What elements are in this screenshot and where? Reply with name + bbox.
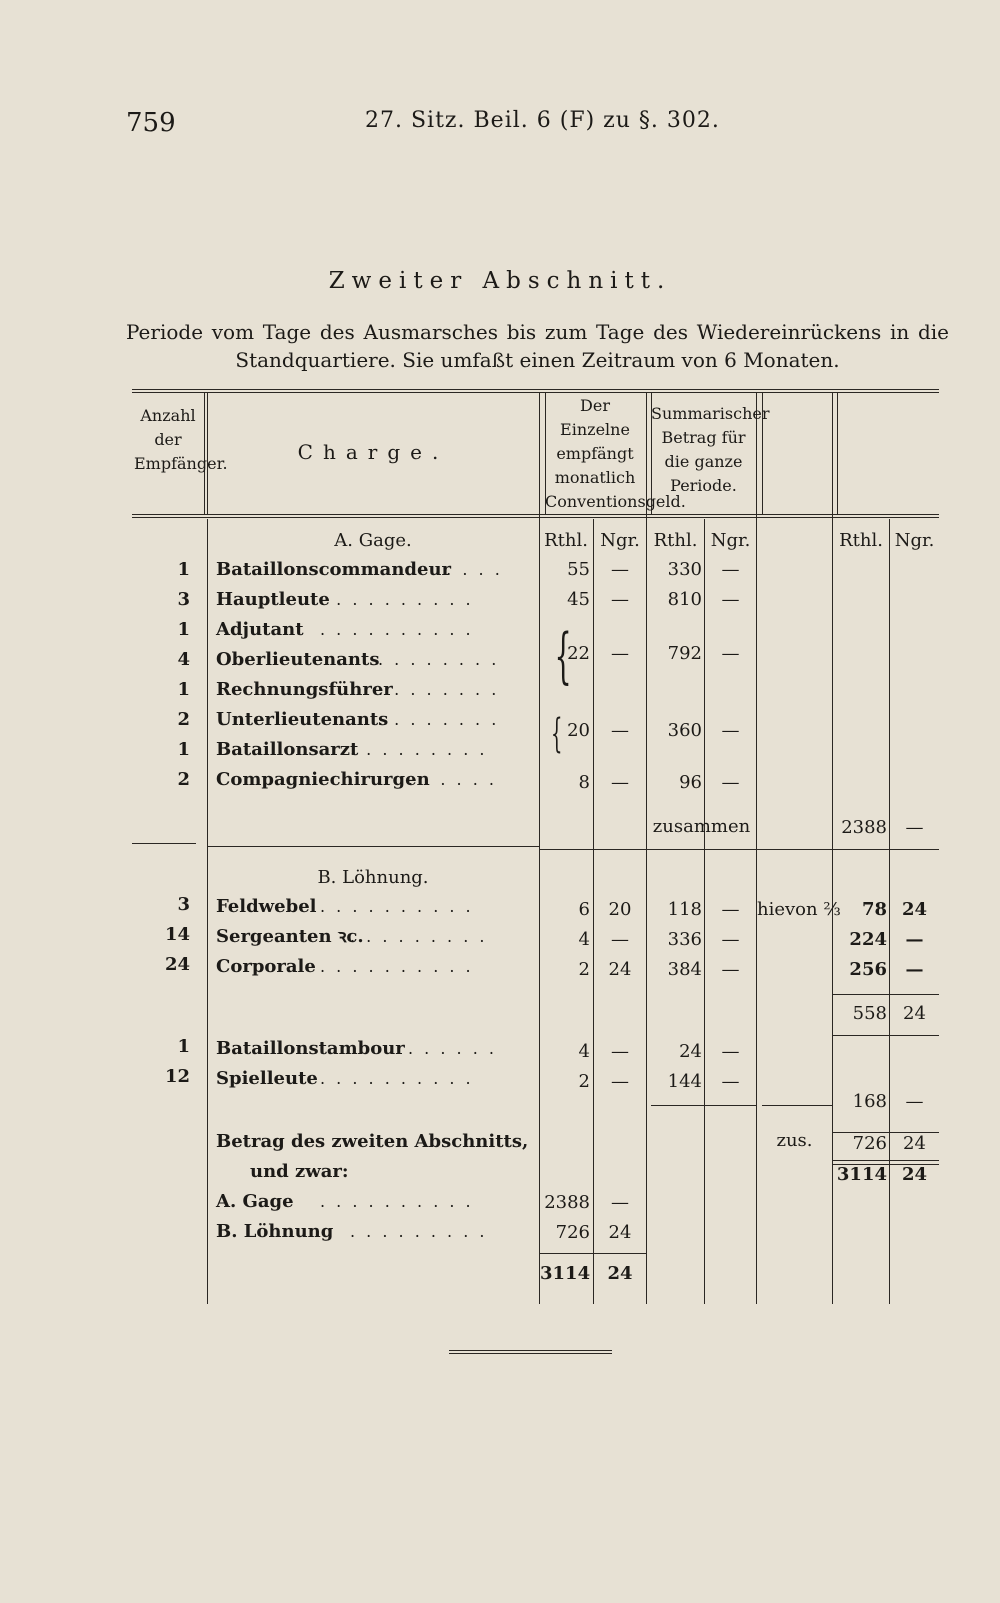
cell-value: 144 bbox=[667, 1071, 702, 1092]
loehnung-subtotal1-ngr: 24 bbox=[903, 1003, 926, 1024]
cell-value: — bbox=[721, 929, 740, 950]
loehnung-subtotal2-ngr: — bbox=[905, 1091, 924, 1112]
cell-value: — bbox=[611, 1041, 629, 1062]
summary-b-label: B. Löhnung bbox=[216, 1221, 334, 1242]
unit-ngr-summary: Ngr. bbox=[710, 530, 751, 551]
summary-b-rthl: 726 bbox=[555, 1222, 590, 1243]
loehnung-count: 1 bbox=[177, 1036, 190, 1057]
section-description bbox=[126, 318, 949, 374]
dot-leader: . . . . . . . . . . bbox=[320, 590, 474, 609]
grand-total-ngr: 24 bbox=[901, 1164, 928, 1185]
loehnung-charge: Bataillonstambour bbox=[216, 1038, 405, 1059]
closing-rule bbox=[449, 1350, 612, 1354]
gage-charge: Compagniechirurgen bbox=[216, 769, 430, 790]
gage-charge: Rechnungsführer bbox=[216, 679, 393, 700]
loehnung-charge: Feldwebel bbox=[216, 896, 317, 917]
dot-leader: . . . . . . . . . bbox=[350, 1222, 488, 1241]
loehnung-sum-label: zus. bbox=[776, 1130, 813, 1151]
gage-count: 3 bbox=[177, 589, 190, 610]
gage-charge: Oberlieutenants bbox=[216, 649, 380, 670]
cell-value: — bbox=[905, 929, 924, 950]
cell-value: — bbox=[721, 720, 740, 741]
header-monthly: Der Einzelne empfängt monatlich Conventionsgeld. bbox=[545, 396, 686, 511]
gage-total-rthl: 2388 bbox=[841, 817, 887, 838]
description-line-2: Standquartiere. Sie umfaßt einen Zeitraum von 6 Monaten. bbox=[235, 348, 840, 372]
cell-value: 810 bbox=[667, 589, 702, 610]
cell-value: — bbox=[721, 1041, 740, 1062]
dot-leader: . . . . . . . . . . bbox=[320, 620, 474, 639]
unit-ngr-monthly: Ngr. bbox=[600, 530, 640, 551]
dot-leader: . . . . . . . . . . bbox=[320, 1069, 474, 1088]
dot-leader: . . . . . . bbox=[408, 770, 497, 789]
gage-charge: Bataillonscommandeur bbox=[216, 559, 452, 580]
cell-value: 96 bbox=[679, 772, 702, 793]
cell-value: — bbox=[721, 1071, 740, 1092]
dot-leader: . . . . . . . . . . bbox=[320, 1192, 474, 1211]
section-title: Zweiter Abschnitt. bbox=[328, 268, 672, 294]
cell-value: 4 bbox=[578, 929, 590, 950]
cell-value: — bbox=[611, 643, 629, 664]
cell-value: 792 bbox=[667, 643, 702, 664]
description-line-1: Periode vom Tage des Ausmarsches bis zum Tage des Wiedereinrückens in die bbox=[126, 320, 949, 344]
header-summary: Summarischer Betrag für die ganze Periode. bbox=[651, 404, 770, 495]
loehnung-charge: Corporale bbox=[216, 956, 316, 977]
loehnung-count: 12 bbox=[164, 1066, 190, 1087]
cell-value: — bbox=[611, 772, 629, 793]
running-head: 27. Sitz. Beil. 6 (F) zu §. 302. bbox=[365, 108, 720, 133]
summary-line-2: und zwar: bbox=[250, 1161, 349, 1182]
cell-value: — bbox=[721, 959, 740, 980]
gage-total-ngr: — bbox=[905, 817, 924, 838]
dot-leader: . . . . . . . . . bbox=[350, 927, 488, 946]
cell-value: 20 bbox=[567, 720, 590, 741]
cell-value: — bbox=[611, 589, 629, 610]
loehnung-sum-ngr: 24 bbox=[903, 1133, 926, 1154]
loehnung-label: B. Löhnung. bbox=[317, 867, 429, 888]
loehnung-subtotal2-rthl: 168 bbox=[852, 1091, 887, 1112]
cell-value: — bbox=[611, 559, 629, 580]
gage-count: 2 bbox=[177, 709, 190, 730]
header-bottom-rule bbox=[132, 514, 939, 518]
loehnung-note: hievon ⅔ bbox=[757, 899, 841, 920]
cell-value: 8 bbox=[578, 772, 590, 793]
loehnung-count: 14 bbox=[164, 924, 190, 945]
cell-value: 24 bbox=[901, 899, 928, 920]
gage-charge: Hauptleute bbox=[216, 589, 330, 610]
cell-value: 2 bbox=[578, 959, 590, 980]
summary-total-ngr: 24 bbox=[607, 1263, 633, 1284]
cell-value: — bbox=[905, 959, 924, 980]
unit-rthl-monthly: Rthl. bbox=[544, 530, 588, 551]
dot-leader: . . . . . . . . . . bbox=[320, 897, 474, 916]
cell-value: 256 bbox=[849, 959, 887, 980]
cell-value: — bbox=[721, 559, 740, 580]
cell-value: 118 bbox=[667, 899, 702, 920]
cell-value: — bbox=[721, 772, 740, 793]
cell-value: — bbox=[721, 643, 740, 664]
page-number: 759 bbox=[126, 108, 176, 138]
cell-value: 224 bbox=[849, 929, 887, 950]
gage-count: 1 bbox=[177, 619, 190, 640]
brace-icon: { bbox=[550, 711, 563, 757]
cell-value: 45 bbox=[567, 589, 590, 610]
cell-value: 4 bbox=[578, 1041, 590, 1062]
cell-value: — bbox=[611, 929, 629, 950]
cell-value: 20 bbox=[608, 899, 632, 920]
gage-total-label: zusammen bbox=[652, 816, 751, 837]
cell-value: — bbox=[611, 720, 629, 741]
gage-charge: Adjutant bbox=[216, 619, 304, 640]
gage-count: 4 bbox=[177, 649, 190, 670]
cell-value: 360 bbox=[667, 720, 702, 741]
unit-rthl-summary: Rthl. bbox=[653, 530, 698, 551]
summary-total-rthl: 3114 bbox=[540, 1263, 591, 1284]
gage-charge: Unterlieutenants bbox=[216, 709, 389, 730]
cell-value: 6 bbox=[578, 899, 590, 920]
cell-value: 22 bbox=[567, 643, 590, 664]
summary-a-ngr: — bbox=[611, 1192, 629, 1213]
summary-a-label: A. Gage bbox=[216, 1191, 294, 1212]
cell-value: 330 bbox=[667, 559, 702, 580]
cell-value: 24 bbox=[608, 959, 632, 980]
dot-leader: . . . . . . . . . bbox=[350, 740, 488, 759]
unit-ngr-total: Ngr. bbox=[894, 530, 935, 551]
brace-icon: { bbox=[554, 621, 572, 691]
cell-value: — bbox=[721, 589, 740, 610]
loehnung-charge: Spielleute bbox=[216, 1068, 318, 1089]
cell-value: 24 bbox=[679, 1041, 702, 1062]
cell-value: 55 bbox=[567, 559, 590, 580]
table-top-rule bbox=[132, 389, 939, 393]
gage-label: A. Gage. bbox=[334, 530, 412, 551]
loehnung-subtotal1-rthl: 558 bbox=[852, 1003, 887, 1024]
cell-value: 2 bbox=[578, 1071, 590, 1092]
dot-leader: . . . . . . . . bbox=[378, 650, 500, 669]
loehnung-count: 3 bbox=[177, 894, 190, 915]
grand-total-rthl: 3114 bbox=[836, 1164, 887, 1185]
summary-line-1: Betrag des zweiten Abschnitts, bbox=[216, 1131, 529, 1152]
cell-value: 336 bbox=[667, 929, 702, 950]
cell-value: — bbox=[721, 899, 740, 920]
summary-b-ngr: 24 bbox=[608, 1222, 632, 1243]
header-charge: Charge. bbox=[297, 440, 449, 464]
gage-charge: Bataillonsarzt bbox=[216, 739, 359, 760]
dot-leader: . . . . . . . . bbox=[378, 680, 500, 699]
dot-leader: . . . . . . bbox=[408, 1039, 497, 1058]
gage-count: 1 bbox=[177, 679, 190, 700]
unit-rthl-total: Rthl. bbox=[839, 530, 883, 551]
gage-count: 1 bbox=[177, 559, 190, 580]
cell-value: 384 bbox=[667, 959, 702, 980]
header-count: Anzahl der Empfänger. bbox=[134, 406, 228, 473]
loehnung-charge: Sergeanten ꝛc. bbox=[216, 926, 364, 947]
cell-value: — bbox=[611, 1071, 629, 1092]
gage-count: 1 bbox=[177, 739, 190, 760]
gage-count: 2 bbox=[177, 769, 190, 790]
dot-leader: . . . . . . . . . . bbox=[320, 957, 474, 976]
summary-a-rthl: 2388 bbox=[544, 1192, 590, 1213]
cell-value: 78 bbox=[861, 899, 887, 920]
loehnung-sum-rthl: 726 bbox=[852, 1133, 887, 1154]
dot-leader: . . . . . bbox=[430, 560, 503, 579]
loehnung-count: 24 bbox=[164, 954, 190, 975]
dot-leader: . . . . . . . . bbox=[378, 710, 500, 729]
